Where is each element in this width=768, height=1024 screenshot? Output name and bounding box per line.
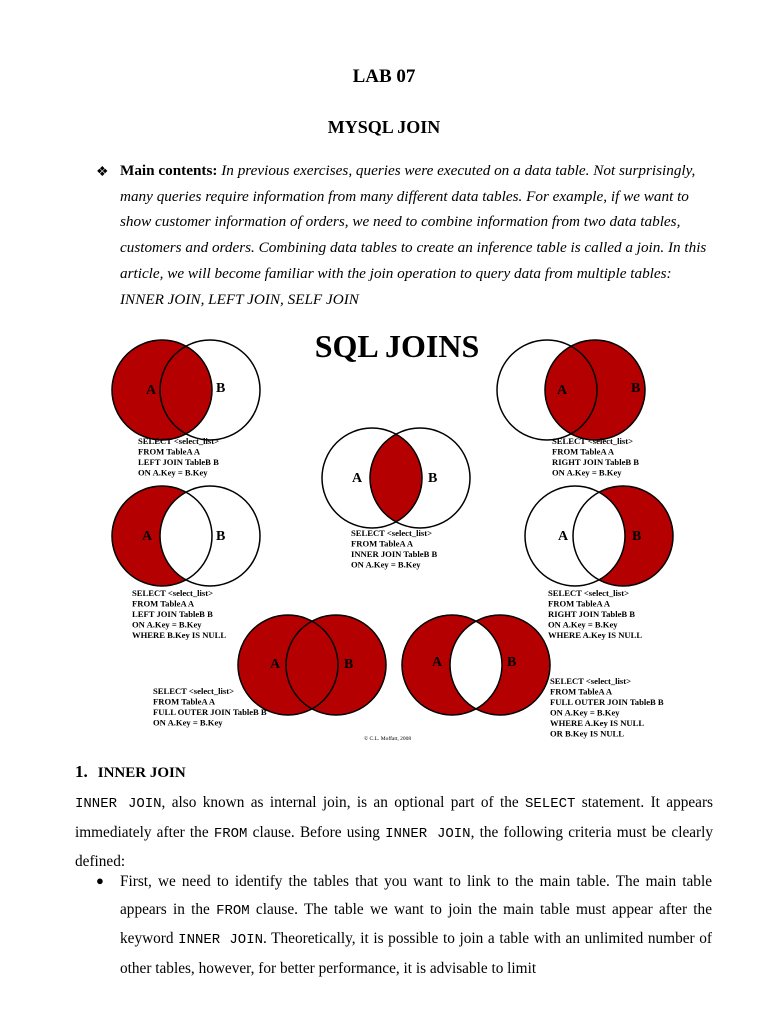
sql-line: SELECT <select_list> <box>132 588 214 598</box>
venn-right-excluding <box>525 486 673 586</box>
venn-label-a: A <box>557 383 568 398</box>
sql-line: WHERE A.Key IS NULL <box>550 718 645 728</box>
text-run: First, we need to identify the tables that you want to link to the main table. The main table appears in the <box>120 873 712 918</box>
sql-full-outer-excluding <box>550 676 664 739</box>
venn-label-a: A <box>352 471 363 486</box>
venn-right-join <box>497 340 645 440</box>
sql-line: SELECT <select_list> <box>550 676 632 686</box>
intro-label: Main contents: <box>120 162 218 179</box>
sql-inner-join <box>351 528 437 570</box>
sql-line: SELECT <select_list> <box>548 588 630 598</box>
code-token: SELECT <box>525 796 576 812</box>
venn-label-b: B <box>428 471 438 486</box>
sql-line: FROM TableA A <box>132 598 195 609</box>
venn-label-a: A <box>146 383 157 398</box>
venn-label-b: B <box>216 381 226 396</box>
sql-line: WHERE B.Key IS NULL <box>132 630 227 640</box>
sql-line: ON A.Key = B.Key <box>550 707 620 718</box>
venn-label-a: A <box>558 529 569 544</box>
sql-line: FROM TableA A <box>138 446 201 457</box>
sql-line: ON A.Key = B.Key <box>552 467 622 478</box>
sql-left-excluding <box>132 588 226 640</box>
venn-label-b: B <box>632 529 642 544</box>
sql-line: RIGHT JOIN TableB B <box>548 609 636 619</box>
sql-line: FROM TableA A <box>552 446 615 457</box>
section-title: INNER JOIN <box>97 765 186 781</box>
venn-full-outer-excluding <box>402 615 550 715</box>
venn-label-b: B <box>216 529 226 544</box>
venn-label-a: A <box>432 655 443 670</box>
inner-join-paragraph <box>75 789 713 876</box>
page-subtitle: MYSQL JOIN <box>327 117 441 137</box>
sql-right-join <box>552 436 639 478</box>
sql-line: FROM TableA A <box>550 686 613 697</box>
code-token: FROM <box>213 825 248 842</box>
section-heading <box>75 762 186 782</box>
text-run: , also known as internal join, is an optional part of the <box>161 794 525 811</box>
text-run: statement. It appears immediately after the <box>75 794 713 841</box>
sql-line: RIGHT JOIN TableB B <box>552 457 640 467</box>
sql-line: LEFT JOIN TableB B <box>138 457 219 467</box>
venn-label-a: A <box>270 657 281 672</box>
sql-right-excluding <box>548 588 642 640</box>
code-token: INNER JOIN <box>385 825 471 842</box>
bullet-item <box>120 868 712 982</box>
text-run: , the following criteria must be clearly defined: <box>75 823 714 870</box>
figure-title: SQL JOINS <box>314 328 480 364</box>
venn-label-b: B <box>344 657 354 672</box>
venn-label-b: B <box>631 381 641 396</box>
sql-line: ON A.Key = B.Key <box>132 619 202 630</box>
intro-paragraph <box>120 158 718 312</box>
venn-left-join <box>112 340 260 440</box>
diamond-bullet-icon: ❖ <box>96 165 109 180</box>
sql-line: FROM TableA A <box>351 538 414 549</box>
sql-line: FULL OUTER JOIN TableB B <box>153 707 267 717</box>
sql-line: INNER JOIN TableB B <box>351 549 438 559</box>
sql-line: SELECT <select_list> <box>138 436 220 446</box>
venn-label-a: A <box>142 529 153 544</box>
sql-line: FROM TableA A <box>548 598 611 609</box>
text-run: . Theoretically, it is possible to join a table with an unlimited number of other tables, however, for better performance, it is advisable to limit <box>120 930 712 977</box>
venn-full-outer-join <box>238 615 386 715</box>
sql-line: SELECT <select_list> <box>351 528 433 538</box>
sql-line: ON A.Key = B.Key <box>153 717 223 728</box>
code-token: INNER JOIN <box>178 932 263 948</box>
sql-line: FROM TableA A <box>153 696 216 707</box>
code-token: FROM <box>216 902 250 919</box>
sql-joins-figure <box>106 326 686 746</box>
figure-credit: © C.L. Moffatt, 2008 <box>364 736 412 742</box>
venn-inner-join <box>322 428 470 528</box>
section-number: 1. <box>75 762 88 781</box>
sql-line: WHERE A.Key IS NULL <box>548 630 643 640</box>
sql-line: ON A.Key = B.Key <box>351 559 421 570</box>
venn-left-excluding <box>112 486 260 586</box>
text-run: clause. The table we want to join the main table must appear after the keyword <box>120 900 712 947</box>
sql-line: SELECT <select_list> <box>552 436 634 446</box>
sql-line: ON A.Key = B.Key <box>138 467 208 478</box>
venn-label-b: B <box>507 655 517 670</box>
sql-line: ON A.Key = B.Key <box>548 619 618 630</box>
sql-line: SELECT <select_list> <box>153 686 235 696</box>
text-run: clause. Before using <box>247 823 386 841</box>
bullet-dot-icon: ● <box>96 873 104 888</box>
code-token: INNER JOIN <box>75 796 162 812</box>
sql-line: FULL OUTER JOIN TableB B <box>550 697 664 707</box>
sql-line: LEFT JOIN TableB B <box>132 609 213 619</box>
page-title: LAB 07 <box>352 66 416 87</box>
sql-left-join <box>138 436 219 478</box>
sql-line: OR B.Key IS NULL <box>550 728 625 739</box>
intro-text: In previous exercises, queries were executed on a data table. Not surprisingly, many queries require information from many different data tables. For example, if we want to show customer information of orders, we need to combine information from two data tables, customers and orders. Combining data tables to create an inference table is called a join. In this article, we will become familiar with the join operation to query data from multiple tables: INNER JOIN, LEFT JOIN, SELF JOIN <box>120 162 707 308</box>
